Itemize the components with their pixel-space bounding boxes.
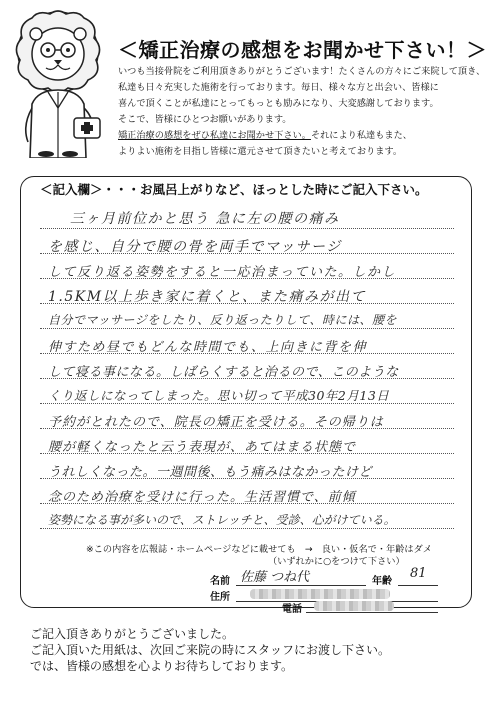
page-title: ＜矯正治療の感想をお聞かせ下さい！＞ (118, 38, 487, 62)
handwritten-line: 姿勢になる事が多いので、ストレッチと、受診、心がけている。 (48, 513, 396, 527)
age-field[interactable] (398, 585, 438, 586)
footer-line: ご記入頂きありがとうございました。 (30, 627, 235, 641)
handwritten-line: 腰が軽くなったと云う表現が、あてはまる状態で (48, 440, 357, 455)
intro-line (118, 128, 493, 144)
ruled-line (40, 228, 454, 229)
intro-line: 喜んで頂くことが私達にとってもっとも励みになり、大変感謝しております。 (118, 98, 439, 109)
handwritten-line: 1.5KM以上歩き家に着くと、また痛みが出て (48, 289, 367, 305)
ruled-line (40, 528, 454, 529)
lion-doctor-mascot (8, 8, 108, 158)
intro-line: 私達も日々充実した施術を行っております。毎日、様々な方と出会い、皆様に (118, 82, 439, 93)
intro-text (118, 64, 493, 160)
handwritten-line: くり返しになってしまった。思い切って平成30年2月13日 (48, 388, 390, 403)
intro-line: いつも当接骨院をご利用頂きありがとうございます！たくさんの方々にご来院して頂き、 (118, 66, 486, 77)
name-field[interactable] (236, 585, 366, 586)
handwritten-line: 予約がとれたので、院長の矯正を受ける。その帰りは (48, 415, 384, 430)
publication-consent[interactable]: ※この内容を広報誌・ホームページなどに載せても → 良い・仮名で・年齢はダメ (86, 544, 432, 555)
intro-line: よりよい施術を目指し皆様に還元させて頂きたいと考えております。 (118, 146, 403, 157)
handwritten-line: して寝る事になる。しばらくすると治るので、このような (48, 365, 399, 380)
handwritten-line: 自分でマッサージをしたり、反り返ったりして、時には、腰を (48, 313, 398, 327)
name-label: 名前 (210, 576, 230, 587)
intro-emphasis: 矯正治療の感想をぜひ私達にお聞かせ下さい。 (118, 130, 311, 141)
redacted-address (250, 589, 390, 599)
age-label: 年齢 (372, 576, 392, 587)
phone-label: 電話 (282, 604, 302, 615)
footer-line: ご記入頂いた用紙は、次回ご来院の時にスタッフにお渡し下さい。 (30, 643, 391, 657)
name-value: 佐藤 つね代 (240, 570, 310, 585)
form-heading: ＜記入欄＞・・・お風呂上がりなど、ほっとした時にご記入下さい。 (40, 182, 428, 197)
footer-message (30, 626, 490, 674)
handwritten-line: うれしくなった。一週間後、もう痛みはなかったけど (48, 465, 373, 480)
handwritten-line: 三ヶ月前位かと思う 急に左の腰の痛み (70, 211, 340, 227)
phone-field[interactable] (306, 612, 438, 613)
handwritten-line: して反り返る姿勢をすると一応治まっていた。しかし (48, 265, 397, 280)
handwritten-line: を感じ、自分で腰の骨を両手でマッサージ (48, 239, 342, 255)
redacted-phone (314, 601, 394, 611)
intro-line-rest: それにより私達もまた、 (310, 130, 412, 141)
ruled-line (40, 328, 454, 329)
consent-instruction: （いずれかに○をつけて下さい） (268, 556, 405, 567)
address-label: 住所 (210, 592, 230, 603)
handwritten-line: 念のため治療を受けに行った。生活習慣で、前傾 (48, 490, 356, 505)
handwritten-line: 伸すため昼でもどんな時間でも、上向きに背を伸 (48, 340, 368, 355)
footer-line: では、皆様の感想を心よりお待ちしております。 (30, 659, 294, 673)
age-value: 81 (410, 566, 427, 581)
intro-line: そこで、皆様にひとつお願いがあります。 (118, 114, 292, 125)
